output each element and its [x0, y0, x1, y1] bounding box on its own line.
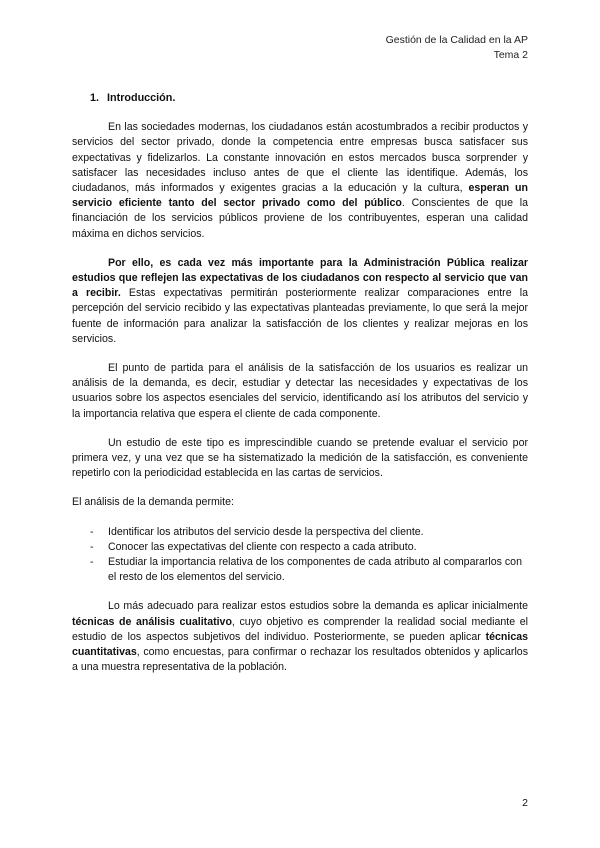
page-number: 2	[522, 797, 528, 809]
page-body	[72, 91, 528, 676]
page-header	[386, 33, 528, 63]
p1-text-c: . Conscientes de que la financiación de los servicios públicos proviene de los contribuyentes, esperan una calidad máxima en dichos servicios.	[72, 197, 528, 240]
paragraph-3: El punto de partida para el análisis de la satisfacción de los usuarios es realizar un análisis de la demanda, es decir, estudiar y detectar las necesidades y expectativas de los usuarios sobre los aspectos esenciales del servicio, identificando así los atributos del servicio y la importancia relativa que espera el cliente de cada componente.	[72, 362, 528, 420]
list-item-text: Conocer las expectativas del cliente con respecto a cada atributo.	[108, 540, 417, 553]
p2-text-b: Estas expectativas permitirán posteriormente realizar comparaciones entre la percepción del servicio recibido y las expectativas planteadas previamente, lo que será la mejor fuente de información para analizar la satisfacción de los clientes y realizar mejoras en los servicios.	[72, 287, 528, 345]
list-dash: -	[90, 540, 94, 553]
p1-text-a: En las sociedades modernas, los ciudadanos están acostumbrados a recibir productos y servicios del sector privado, donde la competencia entre empresas busca satisfacer sus expectativas y fidelizarlos. La constante innovación en estos mercados busca sorprender y satisfacer las necesidades incluso antes de que el cliente las identifique. Además, los ciudadanos, más informados y exigentes gracias a la educación y la cultura,	[72, 121, 528, 195]
paragraph-1	[72, 120, 528, 242]
section-heading	[90, 91, 528, 106]
p2-bold: Por ello, es cada vez más importante para la Administración Pública realizar estudios que reflejen las expectativas de los ciudadanos con respecto al servicio que van a recibir.	[72, 256, 528, 300]
list-item	[72, 525, 528, 540]
demand-analysis-list	[72, 525, 528, 586]
p6-text-e: , como encuestas, para confirmar o rechazar los resultados obtenidos y aplicarlos a una muestra representativa de la población.	[72, 646, 528, 674]
p6-text-a: Lo más adecuado para realizar estos estudios sobre la demanda es aplicar inicialmente	[108, 600, 528, 613]
p6-bold-1: técnicas de análisis cualitativo	[72, 615, 232, 628]
paragraph-6	[72, 599, 528, 675]
section-number: 1.	[90, 92, 100, 104]
section-title: Introducción.	[107, 92, 176, 104]
p6-bold-2: técnicas cuantitativas	[72, 630, 528, 659]
paragraph-4: Un estudio de este tipo es imprescindible cuando se pretende evaluar el servicio por primera vez, y una vez que se ha sistematizado la medición de la satisfacción, es conveniente repetirlo con la periodicidad establecida en las cartas de servicios.	[72, 436, 528, 480]
list-item	[72, 555, 528, 585]
header-subtitle: Tema 2	[493, 49, 528, 61]
list-dash: -	[90, 556, 94, 569]
paragraph-2	[72, 256, 528, 347]
list-item	[72, 540, 528, 555]
list-item-text: Estudiar la importancia relativa de los componentes de cada atributo al compararlos con el resto de los elementos del servicio.	[108, 556, 522, 584]
list-dash: -	[90, 525, 94, 538]
p1-bold: esperan un servicio eficiente tanto del sector privado como del público	[72, 182, 528, 210]
p6-text-c: , cuyo objetivo es comprender la realidad social mediante el estudio de los aspectos subjetivos del individuo. Posteriormente, se pueden aplicar	[72, 615, 528, 643]
list-item-text: Identificar los atributos del servicio desde la perspectiva del cliente.	[108, 525, 424, 538]
paragraph-5: El análisis de la demanda permite:	[72, 496, 234, 509]
header-title: Gestión de la Calidad en la AP	[385, 34, 528, 46]
